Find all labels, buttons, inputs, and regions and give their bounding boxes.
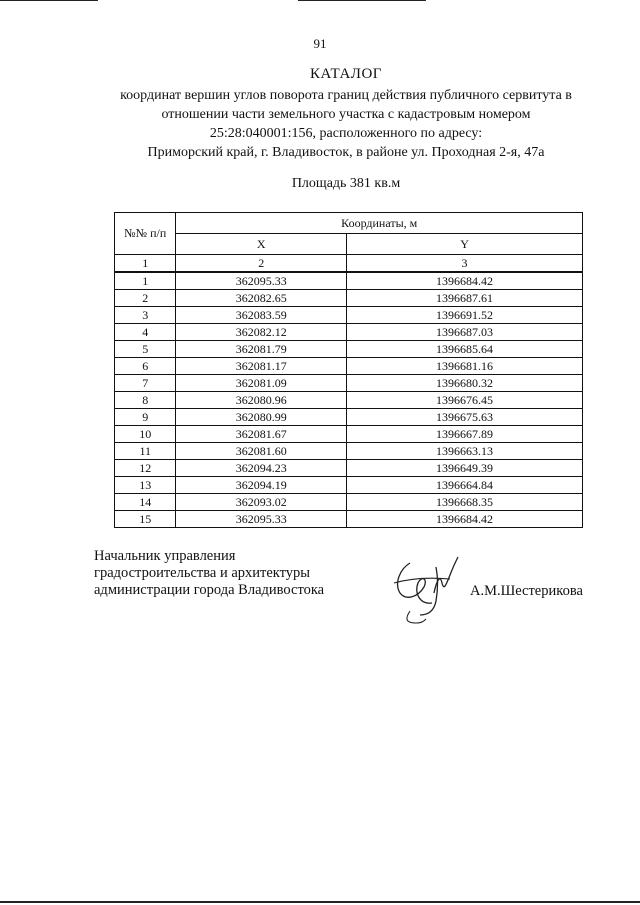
y-coordinate-cell: 1396685.64 [347, 341, 583, 358]
point-number-cell: 13 [115, 477, 176, 494]
point-number-cell: 14 [115, 494, 176, 511]
x-coordinate-cell: 362094.23 [176, 460, 347, 477]
point-number-cell: 9 [115, 409, 176, 426]
table-row [115, 290, 583, 307]
y-coordinate-cell: 1396684.42 [347, 272, 583, 290]
x-coordinate-cell: 362081.09 [176, 375, 347, 392]
y-coordinate-cell: 1396691.52 [347, 307, 583, 324]
table-row [115, 426, 583, 443]
y-coordinate-cell: 1396675.63 [347, 409, 583, 426]
coordinates-table [114, 212, 583, 528]
point-number-cell: 3 [115, 307, 176, 324]
point-number-cell: 15 [115, 511, 176, 528]
top-edge-line-right [298, 0, 426, 1]
point-number-cell: 11 [115, 443, 176, 460]
y-coordinate-cell: 1396663.13 [347, 443, 583, 460]
top-edge-line-left [0, 0, 98, 1]
table-row [115, 307, 583, 324]
table-row [115, 443, 583, 460]
point-number-cell: 2 [115, 290, 176, 307]
y-coordinate-cell: 1396676.45 [347, 392, 583, 409]
signatory-position-line: администрации города Владивостока [94, 582, 325, 598]
index-cell: 3 [347, 255, 583, 273]
x-coordinate-cell: 362080.96 [176, 392, 347, 409]
point-number-cell: 5 [115, 341, 176, 358]
table-row [115, 494, 583, 511]
table-row [115, 392, 583, 409]
column-header-y: Y [347, 234, 583, 255]
subtitle-line: 25:28:040001:156, расположенного по адресу: [209, 126, 483, 141]
column-header-number: №№ п/п [115, 213, 176, 255]
signatory-name: А.М.Шестерикова [470, 583, 583, 599]
point-number-cell: 8 [115, 392, 176, 409]
point-number-cell: 7 [115, 375, 176, 392]
x-coordinate-cell: 362095.33 [176, 511, 347, 528]
y-coordinate-cell: 1396687.03 [347, 324, 583, 341]
x-coordinate-cell: 362082.12 [176, 324, 347, 341]
table-row [115, 324, 583, 341]
index-cell: 1 [115, 255, 176, 273]
document-title: КАТАЛОГ [310, 66, 382, 82]
y-coordinate-cell: 1396649.39 [347, 460, 583, 477]
y-coordinate-cell: 1396664.84 [347, 477, 583, 494]
subtitle-line: отношении части земельного участка с кадастровым номером [161, 107, 531, 122]
x-coordinate-cell: 362094.19 [176, 477, 347, 494]
handwritten-signature [388, 553, 466, 627]
x-coordinate-cell: 362081.67 [176, 426, 347, 443]
page-number: 91 [313, 36, 327, 51]
table-row [115, 409, 583, 426]
table-row [115, 341, 583, 358]
table-row [115, 272, 583, 290]
point-number-cell: 4 [115, 324, 176, 341]
x-coordinate-cell: 362080.99 [176, 409, 347, 426]
signatory-position [94, 548, 324, 599]
point-number-cell: 10 [115, 426, 176, 443]
point-number-cell: 1 [115, 272, 176, 290]
table-row [115, 375, 583, 392]
y-coordinate-cell: 1396667.89 [347, 426, 583, 443]
point-number-cell: 12 [115, 460, 176, 477]
table-row [115, 477, 583, 494]
point-number-cell: 6 [115, 358, 176, 375]
x-coordinate-cell: 362081.79 [176, 341, 347, 358]
coordinates-table-body [115, 272, 583, 528]
y-coordinate-cell: 1396687.61 [347, 290, 583, 307]
table-row [115, 358, 583, 375]
x-coordinate-cell: 362095.33 [176, 272, 347, 290]
subtitle-line: Приморский край, г. Владивосток, в районе ул. Проходная 2-я, 47а [147, 145, 545, 160]
x-coordinate-cell: 362082.65 [176, 290, 347, 307]
bottom-edge-line [0, 901, 640, 903]
column-header-coordinates: Координаты, м [176, 213, 583, 234]
signatory-position-line: градостроительства и архитектуры [94, 565, 311, 581]
area-label: Площадь 381 кв.м [291, 176, 401, 191]
column-header-x: X [176, 234, 347, 255]
index-cell: 2 [176, 255, 347, 273]
x-coordinate-cell: 362083.59 [176, 307, 347, 324]
subtitle-line: координат вершин углов поворота границ действия публичного сервитута в [120, 88, 572, 103]
table-row [115, 460, 583, 477]
x-coordinate-cell: 362081.17 [176, 358, 347, 375]
x-coordinate-cell: 362093.02 [176, 494, 347, 511]
x-coordinate-cell: 362081.60 [176, 443, 347, 460]
signatory-position-line: Начальник управления [94, 548, 236, 564]
document-subtitle [0, 86, 640, 162]
y-coordinate-cell: 1396680.32 [347, 375, 583, 392]
y-coordinate-cell: 1396681.16 [347, 358, 583, 375]
y-coordinate-cell: 1396684.42 [347, 511, 583, 528]
table-row [115, 511, 583, 528]
y-coordinate-cell: 1396668.35 [347, 494, 583, 511]
